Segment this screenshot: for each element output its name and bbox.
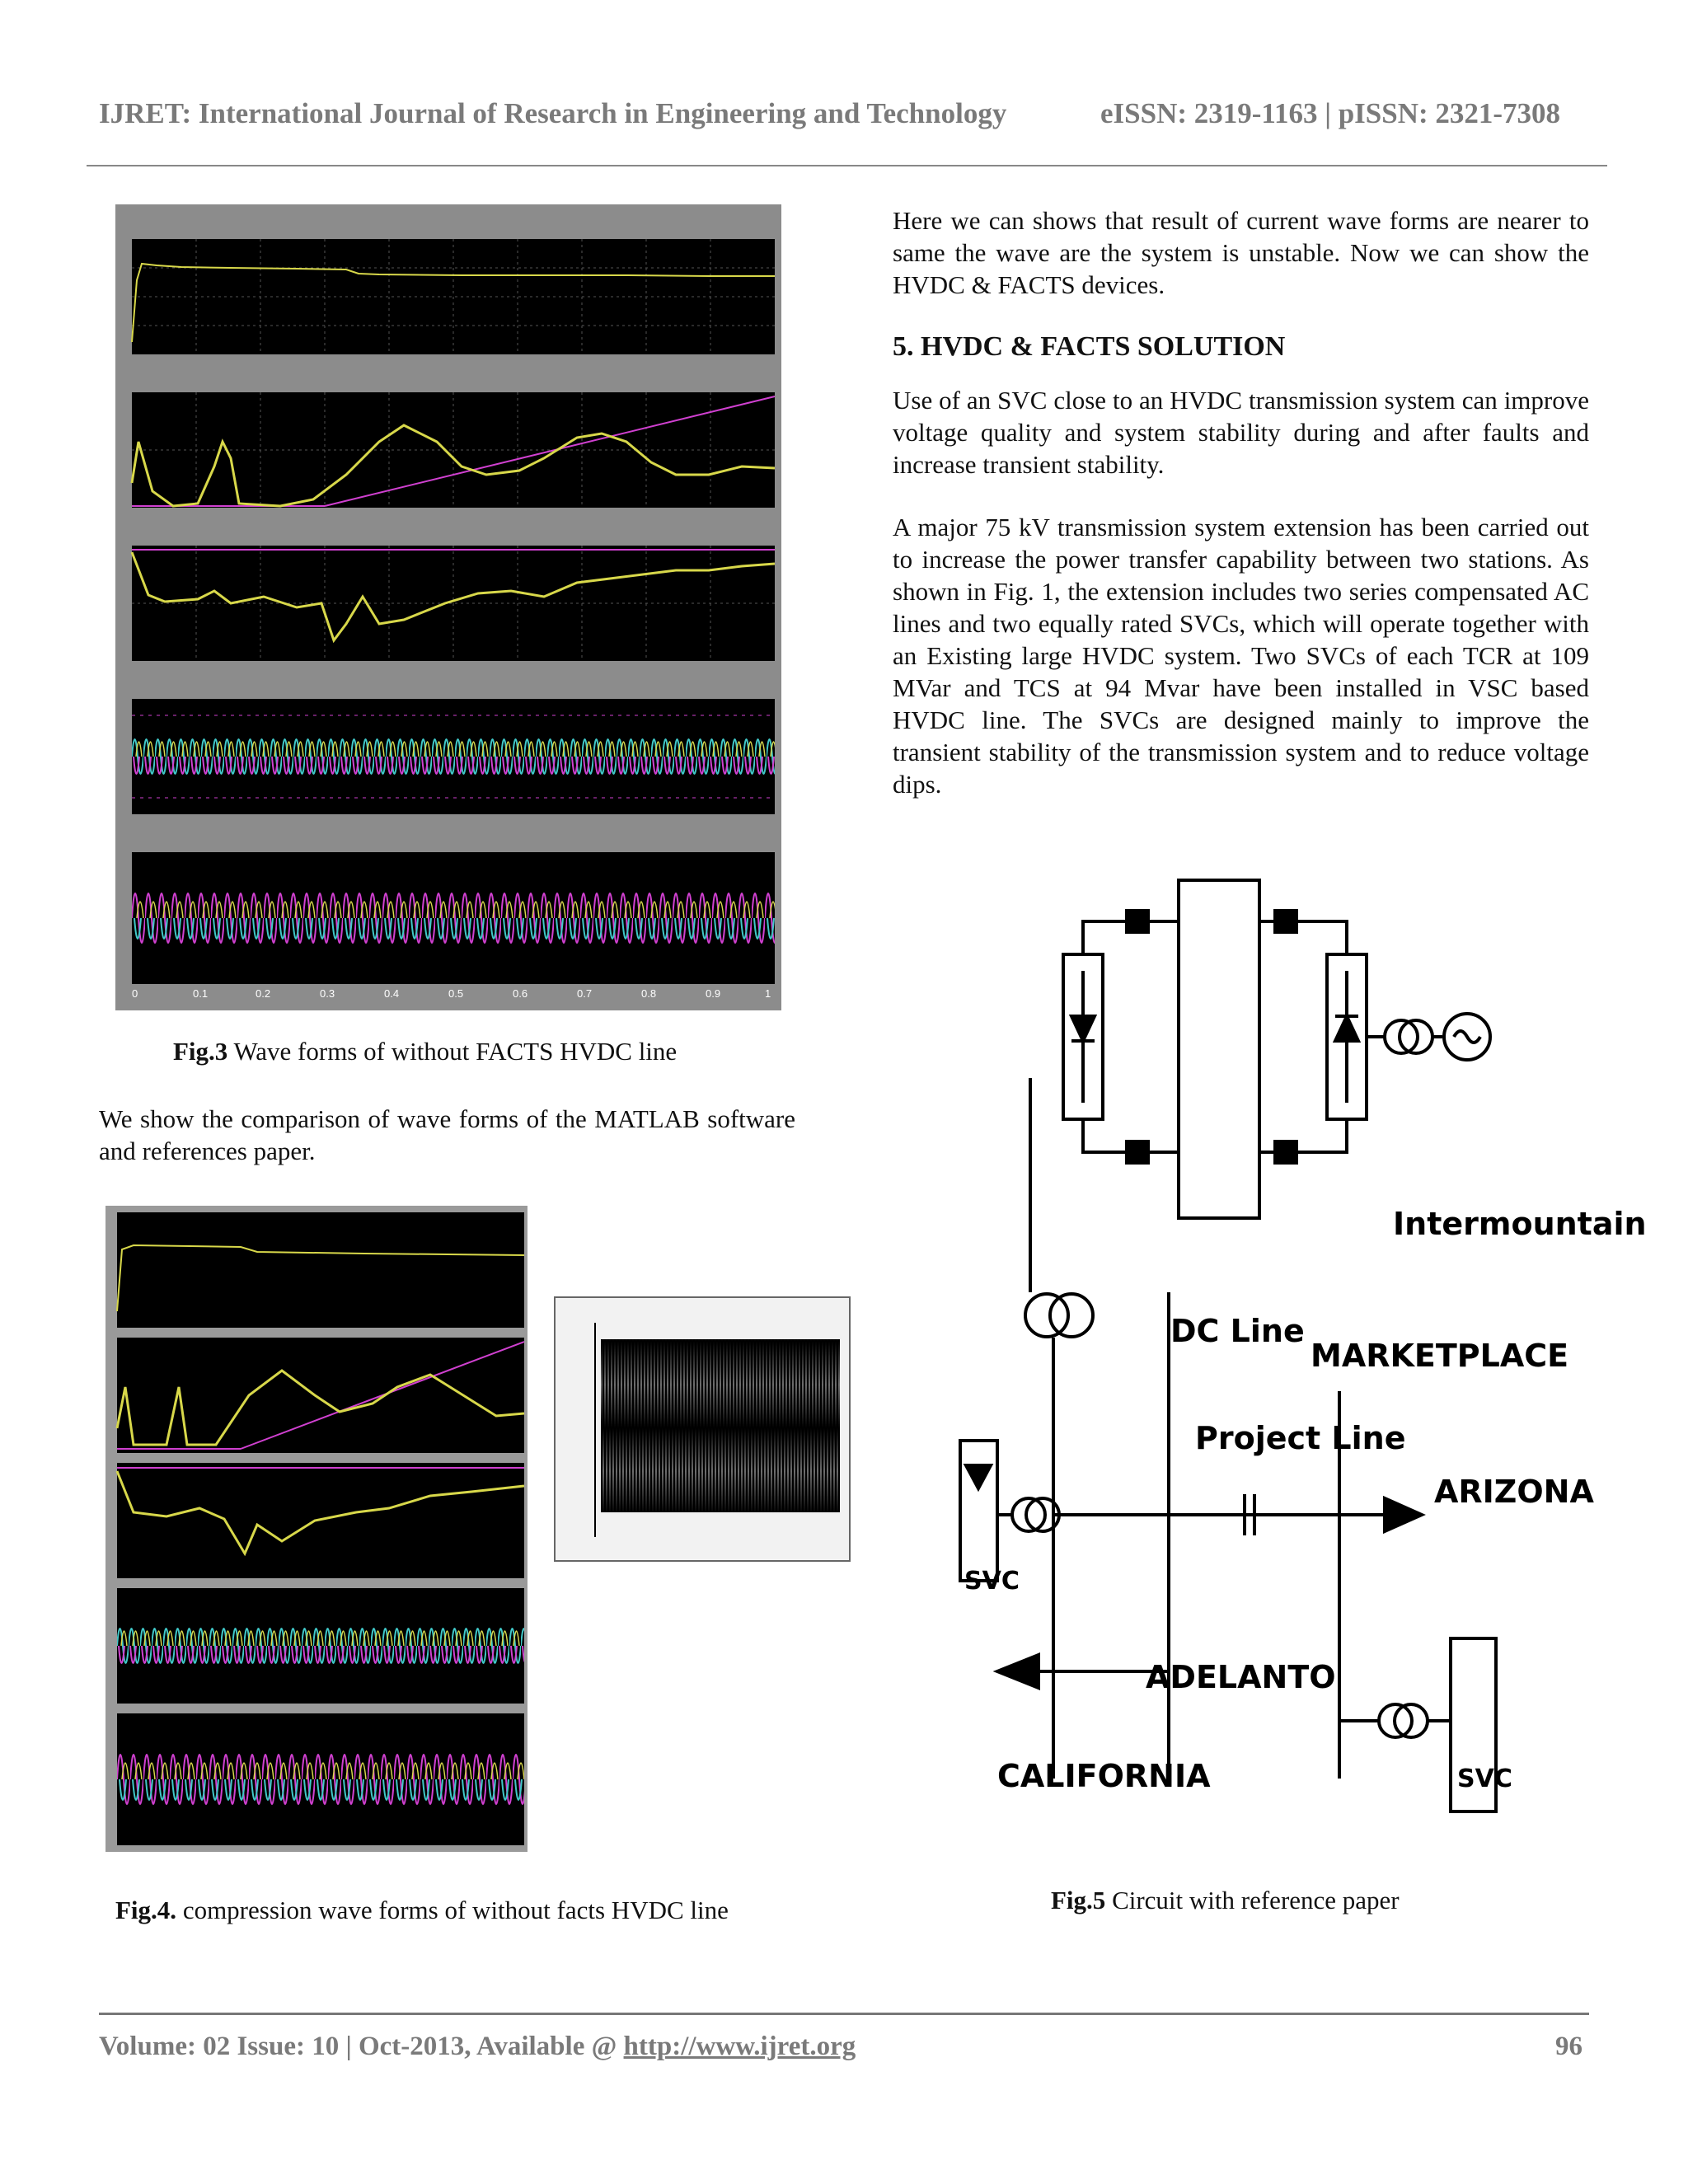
fig3-plot-4 <box>132 699 775 814</box>
left-paragraph: We show the comparison of wave forms of the MATLAB software and references paper. <box>99 1104 795 1165</box>
fig5-circuit <box>948 872 1647 1811</box>
footer-rule <box>99 2013 1589 2015</box>
x-tick: 0.9 <box>706 987 721 1000</box>
x-tick: 1 <box>765 987 771 1000</box>
running-header <box>99 97 1599 130</box>
fig4-panel-1 <box>117 1212 524 1328</box>
fig5-caption-text: Circuit with reference paper <box>1105 1886 1400 1915</box>
fig4-panel-2 <box>117 1338 524 1453</box>
fig4-plot-5 <box>117 1713 524 1845</box>
x-tick: 0.1 <box>193 987 209 1000</box>
label-california: CALIFORNIA <box>997 1758 1211 1794</box>
fig4-caption <box>115 1896 729 1925</box>
fig4-label: Fig.4. <box>115 1896 177 1924</box>
right-paragraph-1: Here we can shows that result of current wave forms are nearer to same the wave are the system is unstable. Now we can show the HVDC & FACTS devices. <box>893 206 1589 299</box>
x-tick: 0.4 <box>384 987 400 1000</box>
section-heading: 5. HVDC & FACTS SOLUTION <box>893 331 1286 362</box>
fig4-plot-3 <box>117 1463 524 1578</box>
issn: eISSN: 2319-1163 | pISSN: 2321-7308 <box>1100 97 1561 129</box>
fig3-panel-reactive <box>132 546 775 661</box>
fig4-reference-plot <box>556 1298 849 1560</box>
label-svc-left: SVC <box>964 1567 1020 1596</box>
fig3-caption <box>173 1037 677 1066</box>
footer <box>99 2032 1582 2062</box>
fig3-panel-voltage <box>132 699 775 814</box>
fig3-caption-text: Wave forms of without FACTS HVDC line <box>227 1037 678 1066</box>
x-tick: 0 <box>132 987 138 1000</box>
header-rule <box>87 165 1607 166</box>
x-tick: 0.7 <box>577 987 593 1000</box>
fig4-plot-2 <box>117 1338 524 1453</box>
fig3-plot-1 <box>132 239 775 354</box>
x-tick: 0.8 <box>641 987 657 1000</box>
fig3-x-ticks <box>132 984 775 1004</box>
fig4-plot-4 <box>117 1588 524 1704</box>
label-svc-right: SVC <box>1457 1765 1512 1793</box>
fig4-reference-waveform <box>554 1296 851 1562</box>
fig5-circuit-diagram <box>948 872 1647 1811</box>
fig3-x-axis <box>132 984 775 1004</box>
label-adelanto: ADELANTO <box>1146 1659 1336 1695</box>
fig4-matlab-waveforms <box>106 1206 528 1852</box>
fig4-caption-text: compression wave forms of without facts HVDC line <box>176 1896 729 1924</box>
fig3-plot-3 <box>132 546 775 661</box>
fig3-plot-5 <box>132 852 775 984</box>
footer-url-link[interactable]: http://www.ijret.org <box>623 2032 856 2061</box>
fig4-panel-5 <box>117 1713 524 1845</box>
label-dc-line: DC Line <box>1170 1313 1305 1349</box>
x-tick: 0.2 <box>256 987 271 1000</box>
label-intermountain: Intermountain <box>1393 1206 1647 1242</box>
footer-volume: Volume: 02 Issue: 10 | Oct-2013, Available @ <box>99 2032 624 2061</box>
fig3-label: Fig.3 <box>173 1037 228 1066</box>
fig4-plot-1 <box>117 1212 524 1328</box>
x-tick: 0.6 <box>513 987 528 1000</box>
x-tick: 0.3 <box>320 987 335 1000</box>
journal-title: IJRET: International Journal of Research in Engineering and Technology <box>99 97 1007 129</box>
x-tick: 0.5 <box>448 987 464 1000</box>
label-arizona: ARIZONA <box>1434 1474 1594 1510</box>
fig3-panel-current <box>132 239 775 354</box>
fig4-panel-4 <box>117 1588 524 1704</box>
label-project-line: Project Line <box>1195 1420 1406 1456</box>
right-paragraph-3: A major 75 kV transmission system extension has been carried out to increase the power transfer capability between two stations. As shown in Fig. 1, the extension includes two series compensated AC lines and two equally rated SVCs, which will operate together with an Existing large HVDC system. Two SVCs of each TCR at 109 MVar and TCS at 94 Mvar have been installed in VSC based HVDC line. The SVCs are designed mainly to improve the transient stability of the transmission system and to reduce voltage dips. <box>893 513 1589 799</box>
fig3-panel-power <box>132 392 775 508</box>
fig4-panel-3 <box>117 1463 524 1578</box>
page-number: 96 <box>1555 2032 1582 2061</box>
fig3-panel-current-abc <box>132 852 775 984</box>
right-paragraph-2: Use of an SVC close to an HVDC transmission system can improve voltage quality and system stability during and after faults and increase transient stability. <box>893 386 1589 479</box>
fig5-caption <box>1051 1886 1400 1915</box>
fig5-label: Fig.5 <box>1051 1886 1106 1915</box>
label-marketplace: MARKETPLACE <box>1311 1338 1569 1374</box>
fig3-waveforms <box>115 204 781 1010</box>
fig3-plot-2 <box>132 392 775 508</box>
